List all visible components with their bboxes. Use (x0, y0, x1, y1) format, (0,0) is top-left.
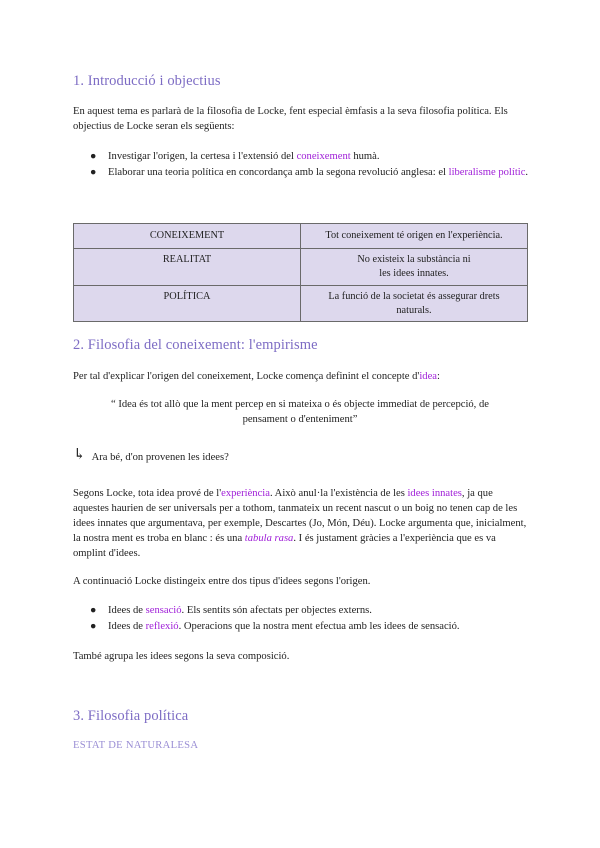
highlight-term: tabula rasa (244, 533, 294, 544)
section3-subheading: ESTAT DE NATURALESA (73, 740, 199, 751)
list-item: ● Investigar l'origen, la certesa i l'extensió del coneixement humà. (90, 151, 380, 162)
highlight-term: idea (419, 371, 438, 382)
bullet-icon: ● (90, 167, 97, 178)
section2-heading: 2. Filosofia del coneixement: l'empirisme (73, 337, 318, 353)
summary-table (73, 223, 528, 322)
table-cell-value: La funció de la societat és assegurar drets naturals. (301, 286, 528, 322)
table-row (74, 249, 528, 286)
section2-bullet-list (90, 603, 530, 635)
section1-intro: En aquest tema es parlarà de la filosofia de Locke, fent especial èmfasis a la seva filosofia política. Els objectius de Locke seran els següents: (73, 106, 508, 132)
section1-heading: 1. Introducció i objectius (73, 73, 221, 89)
table-cell-value: No existeix la substància ni les idees innates. (301, 249, 528, 286)
bullet-icon: ● (90, 605, 97, 616)
section2-paragraph-types: A continuació Locke distingeix entre dos tipus d'idees segons l'origen. (73, 576, 371, 587)
arrow-return-icon: ↳ (73, 447, 86, 463)
highlight-term: liberalisme polític (448, 167, 526, 178)
section3-heading: 3. Filosofia política (73, 708, 189, 724)
bullet-icon: ● (90, 151, 97, 162)
table-cell-key: REALITAT (74, 249, 301, 286)
section2-paragraph-composition: També agrupa les idees segons la seva composició. (73, 651, 290, 662)
question-text: Ara bé, d'on provenen les idees? (91, 452, 229, 463)
highlight-term: sensació (145, 605, 182, 616)
highlight-term: idees innates (407, 488, 462, 499)
bullet-icon: ● (90, 621, 97, 632)
highlight-term: experiència (221, 488, 270, 499)
table-cell-value: Tot coneixement té origen en l'experiència. (301, 224, 528, 249)
highlight-term: reflexió (145, 621, 179, 632)
idea-definition-quote: “ Idea és tot allò que la ment percep en si mateixa o és objecte immediat de percepció, de pensament o d'enteniment” (111, 399, 489, 425)
highlight-term: coneixement (296, 151, 351, 162)
list-item: ● Idees de sensació. Els sentits són afectats per objectes externs. (90, 605, 372, 616)
question-line (73, 448, 229, 463)
section2-intro: Per tal d'explicar l'origen del coneixement, Locke comença definint el concepte d'idea: (73, 371, 440, 382)
list-item: ● Idees de reflexió. Operacions que la nostra ment efectua amb les idees de sensació. (90, 621, 460, 632)
section2-paragraph-experience: Segons Locke, tota idea prové de l'experiència. Això anul·la l'existència de les idees innates, ja que aquestes haurien de ser universals per a tothom, tanmateix un recent nascut o un boig no tenen cap de les idees innates que argumentava, per exemple, Descartes (Jo, Món, Déu). Locke argumenta que, inicialment, la nostra ment es troba en blanc : és una tabula rasa. I és justament gràcies a l'experiència que es va omplint d'idees. (73, 488, 527, 559)
table-cell-key: CONEIXEMENT (74, 224, 301, 249)
table-row (74, 286, 528, 322)
list-item: ● Elaborar una teoria política en concordança amb la segona revolució anglesa: el liberalisme polític. (90, 167, 529, 178)
section1-bullet-list (90, 149, 530, 181)
table-row (74, 224, 528, 249)
table-cell-key: POLÍTICA (74, 286, 301, 322)
